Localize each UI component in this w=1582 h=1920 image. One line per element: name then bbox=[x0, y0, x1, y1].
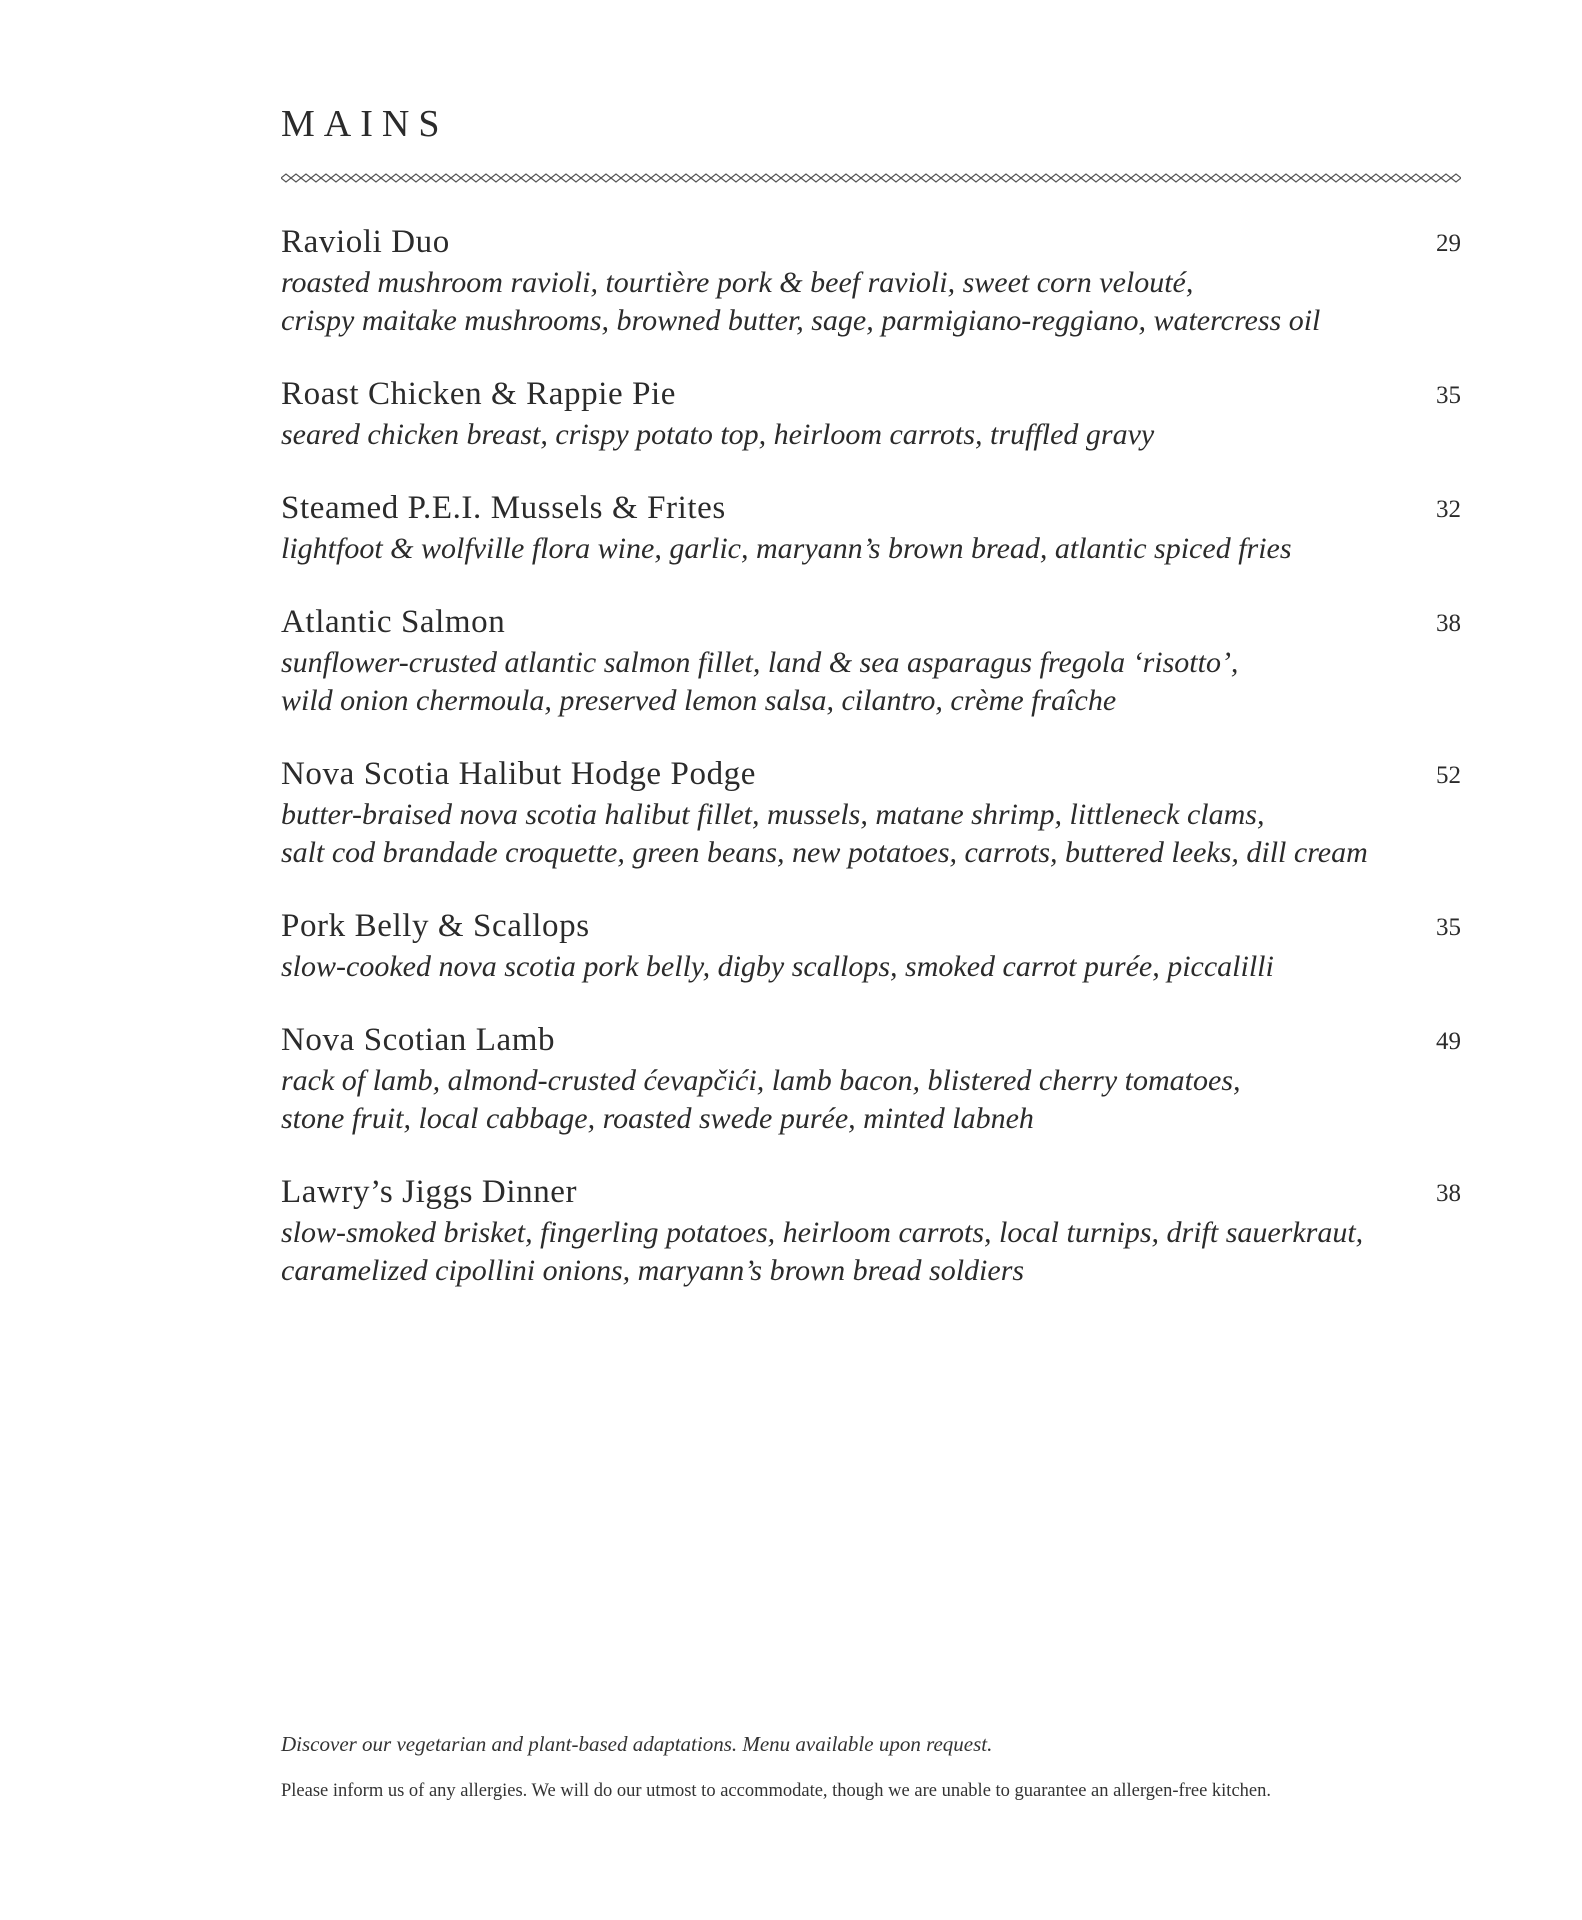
footer-notes bbox=[281, 1730, 1461, 1804]
menu-item-header bbox=[281, 600, 1461, 644]
description-line: stone fruit, local cabbage, roasted swede purée, minted labneh bbox=[281, 1102, 1034, 1135]
description-line: rack of lamb, almond-crusted ćevapčići, lamb bacon, blistered cherry tomatoes, bbox=[281, 1064, 1241, 1097]
allergy-note: Please inform us of any allergies. We will do our utmost to accommodate, though we are unable to guarantee an allergen-free kitchen. bbox=[281, 1781, 1271, 1801]
menu-item-atlantic-salmon bbox=[281, 600, 1461, 720]
menu-item-header bbox=[281, 752, 1461, 796]
menu-item-name: Ravioli Duo bbox=[281, 224, 450, 260]
diamond-divider bbox=[281, 170, 1461, 186]
menu-item-description bbox=[281, 530, 1461, 568]
menu-item-header bbox=[281, 1018, 1461, 1062]
menu-item-nova-scotian-lamb bbox=[281, 1018, 1461, 1138]
menu-item-name: Atlantic Salmon bbox=[281, 604, 506, 640]
description-line: lightfoot & wolfville flora wine, garlic, maryann’s brown bread, atlantic spiced fries bbox=[281, 532, 1292, 565]
description-line: caramelized cipollini onions, maryann’s brown bread soldiers bbox=[281, 1254, 1025, 1287]
menu-item-description bbox=[281, 264, 1461, 340]
menu-item-header bbox=[281, 372, 1461, 416]
menu-item-name: Roast Chicken & Rappie Pie bbox=[281, 376, 677, 412]
menu-item-header bbox=[281, 904, 1461, 948]
menu-item-description bbox=[281, 948, 1461, 986]
description-line: slow-smoked brisket, fingerling potatoes, heirloom carrots, local turnips, drift sauerkraut, bbox=[281, 1216, 1364, 1249]
menu-item-price: 49 bbox=[1436, 1028, 1461, 1055]
menu-item-price: 38 bbox=[1436, 1180, 1461, 1207]
menu-item-price: 29 bbox=[1436, 230, 1461, 257]
menu-item-header bbox=[281, 486, 1461, 530]
menu-item-description bbox=[281, 1062, 1461, 1138]
description-line: roasted mushroom ravioli, tourtière pork & beef ravioli, sweet corn velouté, bbox=[281, 266, 1194, 299]
menu-item-name: Pork Belly & Scallops bbox=[281, 908, 590, 944]
description-line: wild onion chermoula, preserved lemon salsa, cilantro, crème fraîche bbox=[281, 684, 1117, 717]
menu-item-name: Nova Scotian Lamb bbox=[281, 1022, 556, 1058]
description-line: salt cod brandade croquette, green beans, new potatoes, carrots, buttered leeks, dill cream bbox=[281, 836, 1368, 869]
menu-item-price: 32 bbox=[1436, 496, 1461, 523]
section-title: MAINS bbox=[281, 103, 449, 145]
description-line: butter-braised nova scotia halibut fillet, mussels, matane shrimp, littleneck clams, bbox=[281, 798, 1265, 831]
description-line: seared chicken breast, crispy potato top, heirloom carrots, truffled gravy bbox=[281, 418, 1155, 451]
menu-item-jiggs-dinner bbox=[281, 1170, 1461, 1290]
description-line: crispy maitake mushrooms, browned butter, sage, parmigiano-reggiano, watercress oil bbox=[281, 304, 1321, 337]
menu-item-halibut-hodge-podge bbox=[281, 752, 1461, 872]
menu-item-header bbox=[281, 1170, 1461, 1214]
menu-item-ravioli-duo bbox=[281, 220, 1461, 340]
menu-item-roast-chicken bbox=[281, 372, 1461, 454]
menu-item-mussels-frites bbox=[281, 486, 1461, 568]
menu-item-header bbox=[281, 220, 1461, 264]
menu-item-price: 52 bbox=[1436, 762, 1461, 789]
menu-item-price: 38 bbox=[1436, 610, 1461, 637]
menu-item-name: Nova Scotia Halibut Hodge Podge bbox=[281, 756, 757, 792]
diamond-chain bbox=[281, 174, 1461, 182]
description-line: slow-cooked nova scotia pork belly, digby scallops, smoked carrot purée, piccalilli bbox=[281, 950, 1274, 983]
menu-item-name: Steamed P.E.I. Mussels & Frites bbox=[281, 490, 726, 526]
vegetarian-note: Discover our vegetarian and plant-based adaptations. Menu available upon request. bbox=[281, 1732, 993, 1756]
menu-items bbox=[281, 220, 1461, 1322]
menu-item-description bbox=[281, 796, 1461, 872]
menu-item-description bbox=[281, 1214, 1461, 1290]
menu-item-name: Lawry’s Jiggs Dinner bbox=[281, 1174, 578, 1210]
menu-item-price: 35 bbox=[1436, 382, 1461, 409]
menu-item-price: 35 bbox=[1436, 914, 1461, 941]
description-line: sunflower-crusted atlantic salmon fillet, land & sea asparagus fregola ‘risotto’, bbox=[281, 646, 1239, 679]
menu-item-pork-belly-scallops bbox=[281, 904, 1461, 986]
menu-item-description bbox=[281, 644, 1461, 720]
menu-item-description bbox=[281, 416, 1461, 454]
